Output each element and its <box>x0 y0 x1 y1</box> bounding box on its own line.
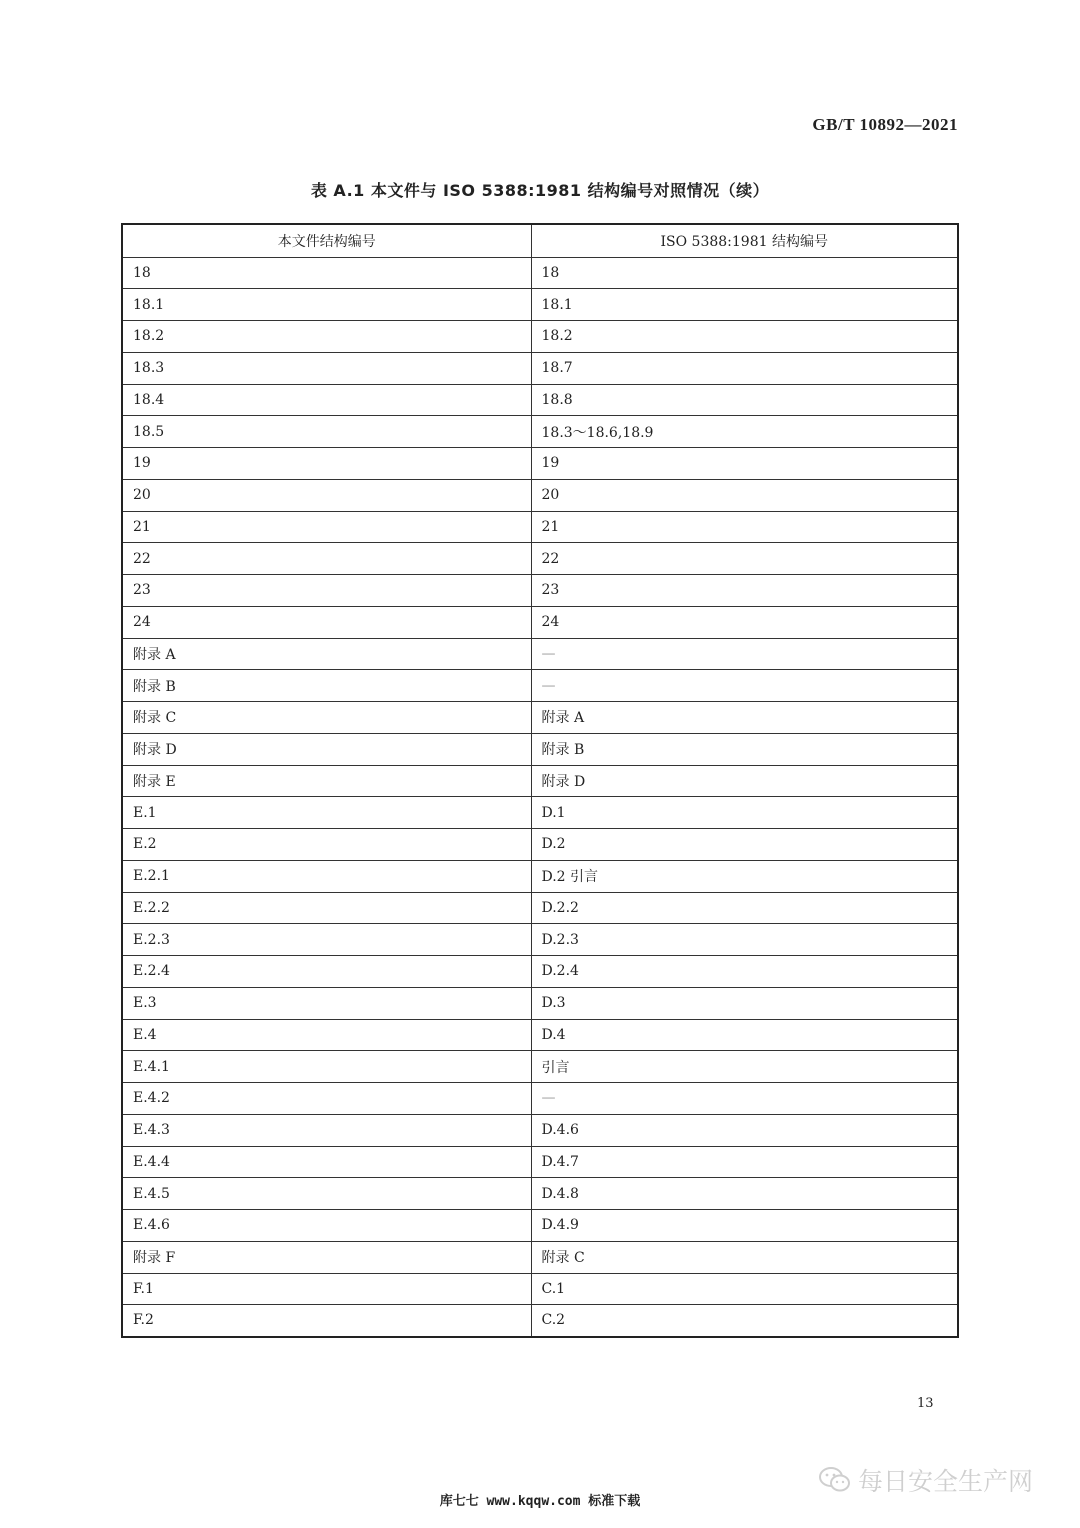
cell-iso-5388: C.2 <box>531 1305 958 1337</box>
table-row <box>122 321 958 353</box>
standard-code: GB/T 10892—2021 <box>812 115 958 134</box>
cell-iso-5388: 附录 A <box>531 702 958 734</box>
cell-iso-5388: 18 <box>531 257 958 289</box>
table-title: 表 A.1 本文件与 ISO 5388:1981 结构编号对照情况（续） <box>310 181 770 200</box>
cell-this-document: 18.2 <box>122 321 531 353</box>
column-header: ISO 5388:1981 结构编号 <box>531 224 958 257</box>
cell-iso-5388: 18.3～18.6,18.9 <box>531 416 958 448</box>
footer-source: 库七七 www.kqqw.com 标准下载 <box>439 1494 641 1509</box>
table-row <box>122 575 958 607</box>
table-row <box>122 479 958 511</box>
table-body <box>122 257 958 1337</box>
table-row <box>122 1273 958 1305</box>
cell-iso-5388: 21 <box>531 511 958 543</box>
cell-this-document: E.4 <box>122 1019 531 1051</box>
table-row <box>122 860 958 892</box>
table-row <box>122 606 958 638</box>
cell-this-document: E.2.1 <box>122 860 531 892</box>
cell-this-document: 23 <box>122 575 531 607</box>
table-row <box>122 670 958 702</box>
cell-iso-5388: D.1 <box>531 797 958 829</box>
table-row <box>122 448 958 480</box>
cell-this-document: F.1 <box>122 1273 531 1305</box>
cell-iso-5388: D.3 <box>531 987 958 1019</box>
table-row <box>122 1178 958 1210</box>
cell-iso-5388: 19 <box>531 448 958 480</box>
table-row <box>122 384 958 416</box>
cell-iso-5388: D.4.8 <box>531 1178 958 1210</box>
cell-this-document: E.4.4 <box>122 1146 531 1178</box>
cell-iso-5388: 引言 <box>531 1051 958 1083</box>
page-number: 13 <box>917 1396 934 1411</box>
cell-iso-5388: D.2.4 <box>531 956 958 988</box>
cell-iso-5388: 18.1 <box>531 289 958 321</box>
cell-iso-5388: D.4.7 <box>531 1146 958 1178</box>
cell-this-document: 20 <box>122 479 531 511</box>
table-row <box>122 257 958 289</box>
cell-iso-5388: 附录 B <box>531 733 958 765</box>
cell-iso-5388: D.2 引言 <box>531 860 958 892</box>
table-row <box>122 987 958 1019</box>
cell-this-document: 21 <box>122 511 531 543</box>
cell-iso-5388: — <box>531 638 958 670</box>
cell-this-document: 附录 B <box>122 670 531 702</box>
cell-iso-5388: 22 <box>531 543 958 575</box>
cell-this-document: 18 <box>122 257 531 289</box>
cell-this-document: 19 <box>122 448 531 480</box>
cell-iso-5388: 18.8 <box>531 384 958 416</box>
cell-this-document: E.4.2 <box>122 1083 531 1115</box>
table-row <box>122 1146 958 1178</box>
cell-iso-5388: D.4.9 <box>531 1210 958 1242</box>
table-row <box>122 956 958 988</box>
table-row <box>122 1241 958 1273</box>
cell-iso-5388: D.2.3 <box>531 924 958 956</box>
cell-this-document: E.2 <box>122 829 531 861</box>
cell-iso-5388: — <box>531 670 958 702</box>
cell-iso-5388: D.4.6 <box>531 1114 958 1146</box>
table-row <box>122 1051 958 1083</box>
cell-iso-5388: — <box>531 1083 958 1115</box>
table-row <box>122 1114 958 1146</box>
cell-this-document: 18.1 <box>122 289 531 321</box>
table-row <box>122 829 958 861</box>
table-header-row <box>122 224 958 257</box>
cell-this-document: 22 <box>122 543 531 575</box>
watermark-text: 每日安全生产网 <box>858 1467 1034 1496</box>
cell-this-document: 附录 A <box>122 638 531 670</box>
table-row <box>122 416 958 448</box>
table-row <box>122 352 958 384</box>
table-row <box>122 638 958 670</box>
cell-iso-5388: D.2.2 <box>531 892 958 924</box>
cell-iso-5388: 23 <box>531 575 958 607</box>
cell-this-document: 24 <box>122 606 531 638</box>
cell-iso-5388: D.4 <box>531 1019 958 1051</box>
table-row <box>122 543 958 575</box>
cell-iso-5388: 18.2 <box>531 321 958 353</box>
cell-this-document: E.2.4 <box>122 956 531 988</box>
column-header: 本文件结构编号 <box>122 224 531 257</box>
cell-this-document: 附录 C <box>122 702 531 734</box>
cell-iso-5388: C.1 <box>531 1273 958 1305</box>
cell-this-document: 18.5 <box>122 416 531 448</box>
cell-iso-5388: 18.7 <box>531 352 958 384</box>
table-row <box>122 892 958 924</box>
cell-this-document: F.2 <box>122 1305 531 1337</box>
cell-this-document: E.3 <box>122 987 531 1019</box>
cell-this-document: 附录 D <box>122 733 531 765</box>
cell-this-document: 附录 E <box>122 765 531 797</box>
table-row <box>122 765 958 797</box>
table-row <box>122 1083 958 1115</box>
cell-this-document: 18.4 <box>122 384 531 416</box>
table-row <box>122 924 958 956</box>
table-row <box>122 733 958 765</box>
table-row <box>122 1210 958 1242</box>
cell-this-document: E.4.5 <box>122 1178 531 1210</box>
cell-this-document: E.1 <box>122 797 531 829</box>
table-row <box>122 1019 958 1051</box>
cell-iso-5388: 附录 D <box>531 765 958 797</box>
cell-this-document: 附录 F <box>122 1241 531 1273</box>
cell-iso-5388: 24 <box>531 606 958 638</box>
table-row <box>122 797 958 829</box>
table-row <box>122 1305 958 1337</box>
cell-iso-5388: 附录 C <box>531 1241 958 1273</box>
cell-iso-5388: 20 <box>531 479 958 511</box>
cell-this-document: E.4.6 <box>122 1210 531 1242</box>
cell-iso-5388: D.2 <box>531 829 958 861</box>
table-row <box>122 702 958 734</box>
cell-this-document: E.4.3 <box>122 1114 531 1146</box>
structure-comparison-table <box>121 223 959 1338</box>
table-row <box>122 511 958 543</box>
cell-this-document: E.4.1 <box>122 1051 531 1083</box>
table-row <box>122 289 958 321</box>
cell-this-document: 18.3 <box>122 352 531 384</box>
cell-this-document: E.2.3 <box>122 924 531 956</box>
cell-this-document: E.2.2 <box>122 892 531 924</box>
